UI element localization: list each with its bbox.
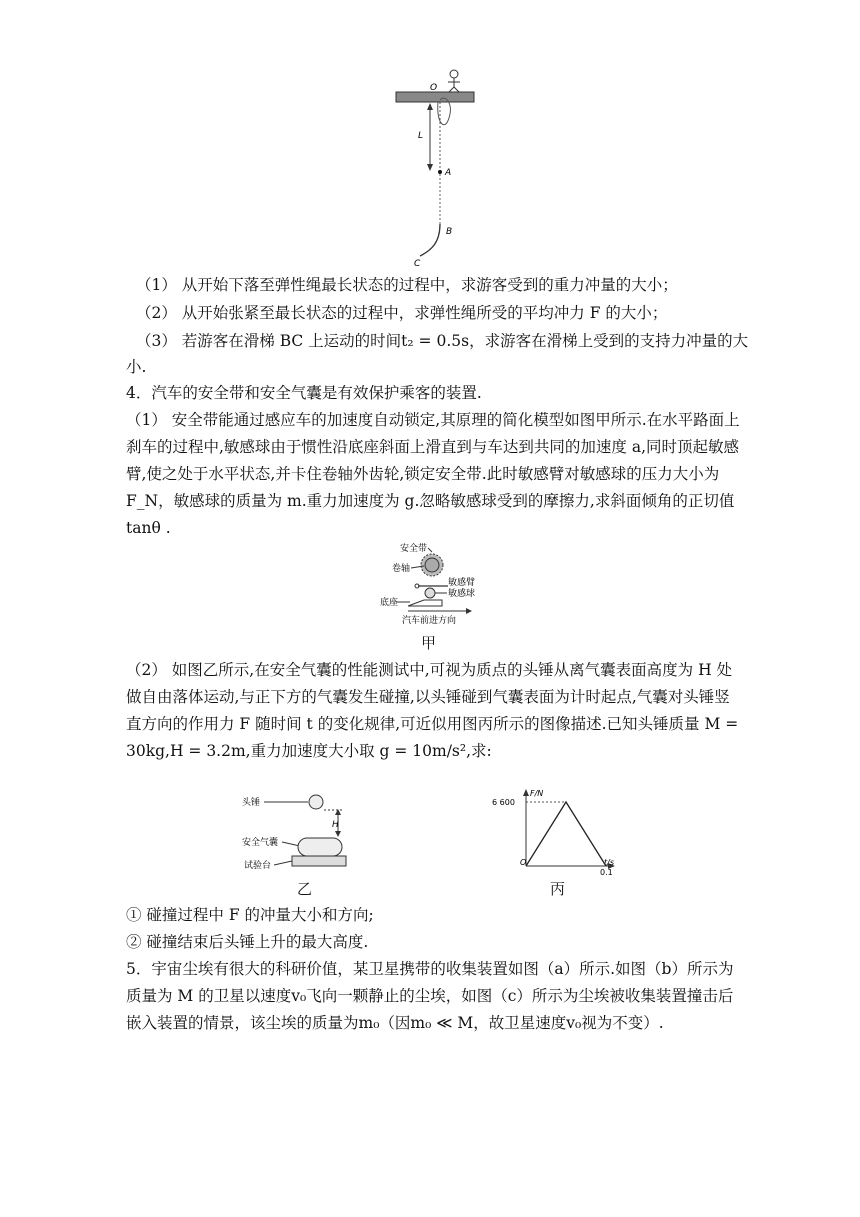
q5-line3: 嵌入装置的情景，该尘埃的质量为m₀（因m₀ ≪ M，故卫星速度v₀视为不变）.	[126, 1014, 664, 1032]
q4-part1-line2: 刹车的过程中,敏感球由于惯性沿底座斜面上滑直到与车达到共同的加速度 a,同时顶起敏感	[126, 438, 740, 456]
q4-part1-line4: F_N，敏感球的质量为 m.重力加速度为 g.忽略敏感球受到的摩擦力,求斜面倾角的正切值	[126, 492, 735, 510]
label-B: B	[446, 227, 453, 237]
label-bench: 试验台	[244, 861, 272, 871]
q4-part2-line2: 做自由落体运动,与正下方的气囊发生碰撞,以头锤碰到气囊表面为计时起点,气囊对头锤竖	[126, 688, 730, 706]
sensor-ball	[425, 588, 435, 598]
q3-part2: （2） 从开始张紧至最长状态的过程中，求弹性绳所受的平均冲力 F 的大小；	[136, 304, 668, 322]
q4-part2-line1: （2） 如图乙所示,在安全气囊的性能测试中,可视为质点的头锤从离气囊表面高度为 H 处	[126, 661, 733, 679]
test-bench	[292, 856, 346, 866]
label-C: C	[414, 259, 421, 269]
caption-jia: 甲	[421, 634, 437, 652]
slide-BC	[420, 224, 440, 256]
q5-line1: 5．宇宙尘埃有很大的科研价值，某卫星携带的收集装置如图（a）所示.如图（b）所示为	[126, 960, 734, 978]
q4-part1-line3: 臂,使之处于水平状态,并卡住卷轴外齿轮,锁定安全带.此时敏感臂对敏感球的压力大小为	[126, 465, 720, 483]
person-icon	[450, 70, 458, 78]
label-O: O	[430, 83, 438, 93]
label-reel: 卷轴	[392, 564, 411, 574]
q4-sub1: ① 碰撞过程中 F 的冲量大小和方向;	[126, 906, 374, 924]
airbag	[298, 838, 342, 856]
label-height: H	[332, 820, 339, 830]
x-tick-label: 0.1	[600, 868, 613, 876]
label-arm: 敏感臂	[448, 578, 476, 588]
airbag-figure	[240, 788, 350, 878]
hammer-head	[309, 795, 323, 809]
q4-part1-line1: （1） 安全带能通过感应车的加速度自动锁定,其原理的简化模型如图甲所示.在水平路面上	[126, 411, 740, 429]
q3-part3-line1: （3） 若游客在滑梯 BC 上运动的时间t₂ = 0.5s，求游客在滑梯上受到的支持力冲量的大	[136, 332, 749, 350]
platform	[396, 92, 474, 102]
label-airbag: 安全气囊	[242, 838, 279, 848]
seatbelt-figure	[372, 538, 492, 630]
q3-part1: （1） 从开始下落至弹性绳最长状态的过程中，求游客受到的重力冲量的大小；	[136, 276, 678, 294]
base-slope	[408, 600, 442, 606]
y-axis-label: F/N	[530, 789, 544, 798]
q5-line2: 质量为 M 的卫星以速度v₀飞向一颗静止的尘埃，如图（c）所示为尘埃被收集装置撞击后	[126, 987, 734, 1005]
label-hammer: 头锤	[242, 798, 261, 808]
label-A: A	[445, 168, 452, 178]
label-ball: 敏感球	[448, 589, 476, 599]
q4-title: 4．汽车的安全带和安全气囊是有效保护乘客的装置.	[126, 384, 482, 402]
origin-label: O	[520, 858, 527, 867]
x-axis-label: t/s	[604, 858, 614, 867]
label-L: L	[418, 131, 424, 141]
force-time-chart	[490, 786, 620, 876]
q4-part2-line4: 30kg,H = 3.2m,重力加速度大小取 g = 10m/s²,求:	[126, 742, 492, 760]
q4-part2-line3: 直方向的作用力 F 随时间 t 的变化规律,可近似用图丙所示的图像描述.已知头锤质量 M =	[126, 715, 739, 733]
label-direction: 汽车前进方向	[402, 616, 457, 626]
q3-part3-line2: 小.	[126, 358, 147, 376]
q4-sub2: ② 碰撞结束后头锤上升的最大高度.	[126, 933, 369, 951]
q4-part1-line5: tanθ .	[126, 519, 171, 537]
caption-bing: 丙	[550, 880, 566, 898]
y-tick-label: 6 600	[492, 798, 515, 807]
label-belt: 安全带	[400, 544, 428, 554]
caption-yi: 乙	[297, 880, 313, 898]
force-series-line	[526, 802, 606, 866]
bungee-figure	[390, 64, 480, 270]
label-base: 底座	[380, 598, 399, 608]
